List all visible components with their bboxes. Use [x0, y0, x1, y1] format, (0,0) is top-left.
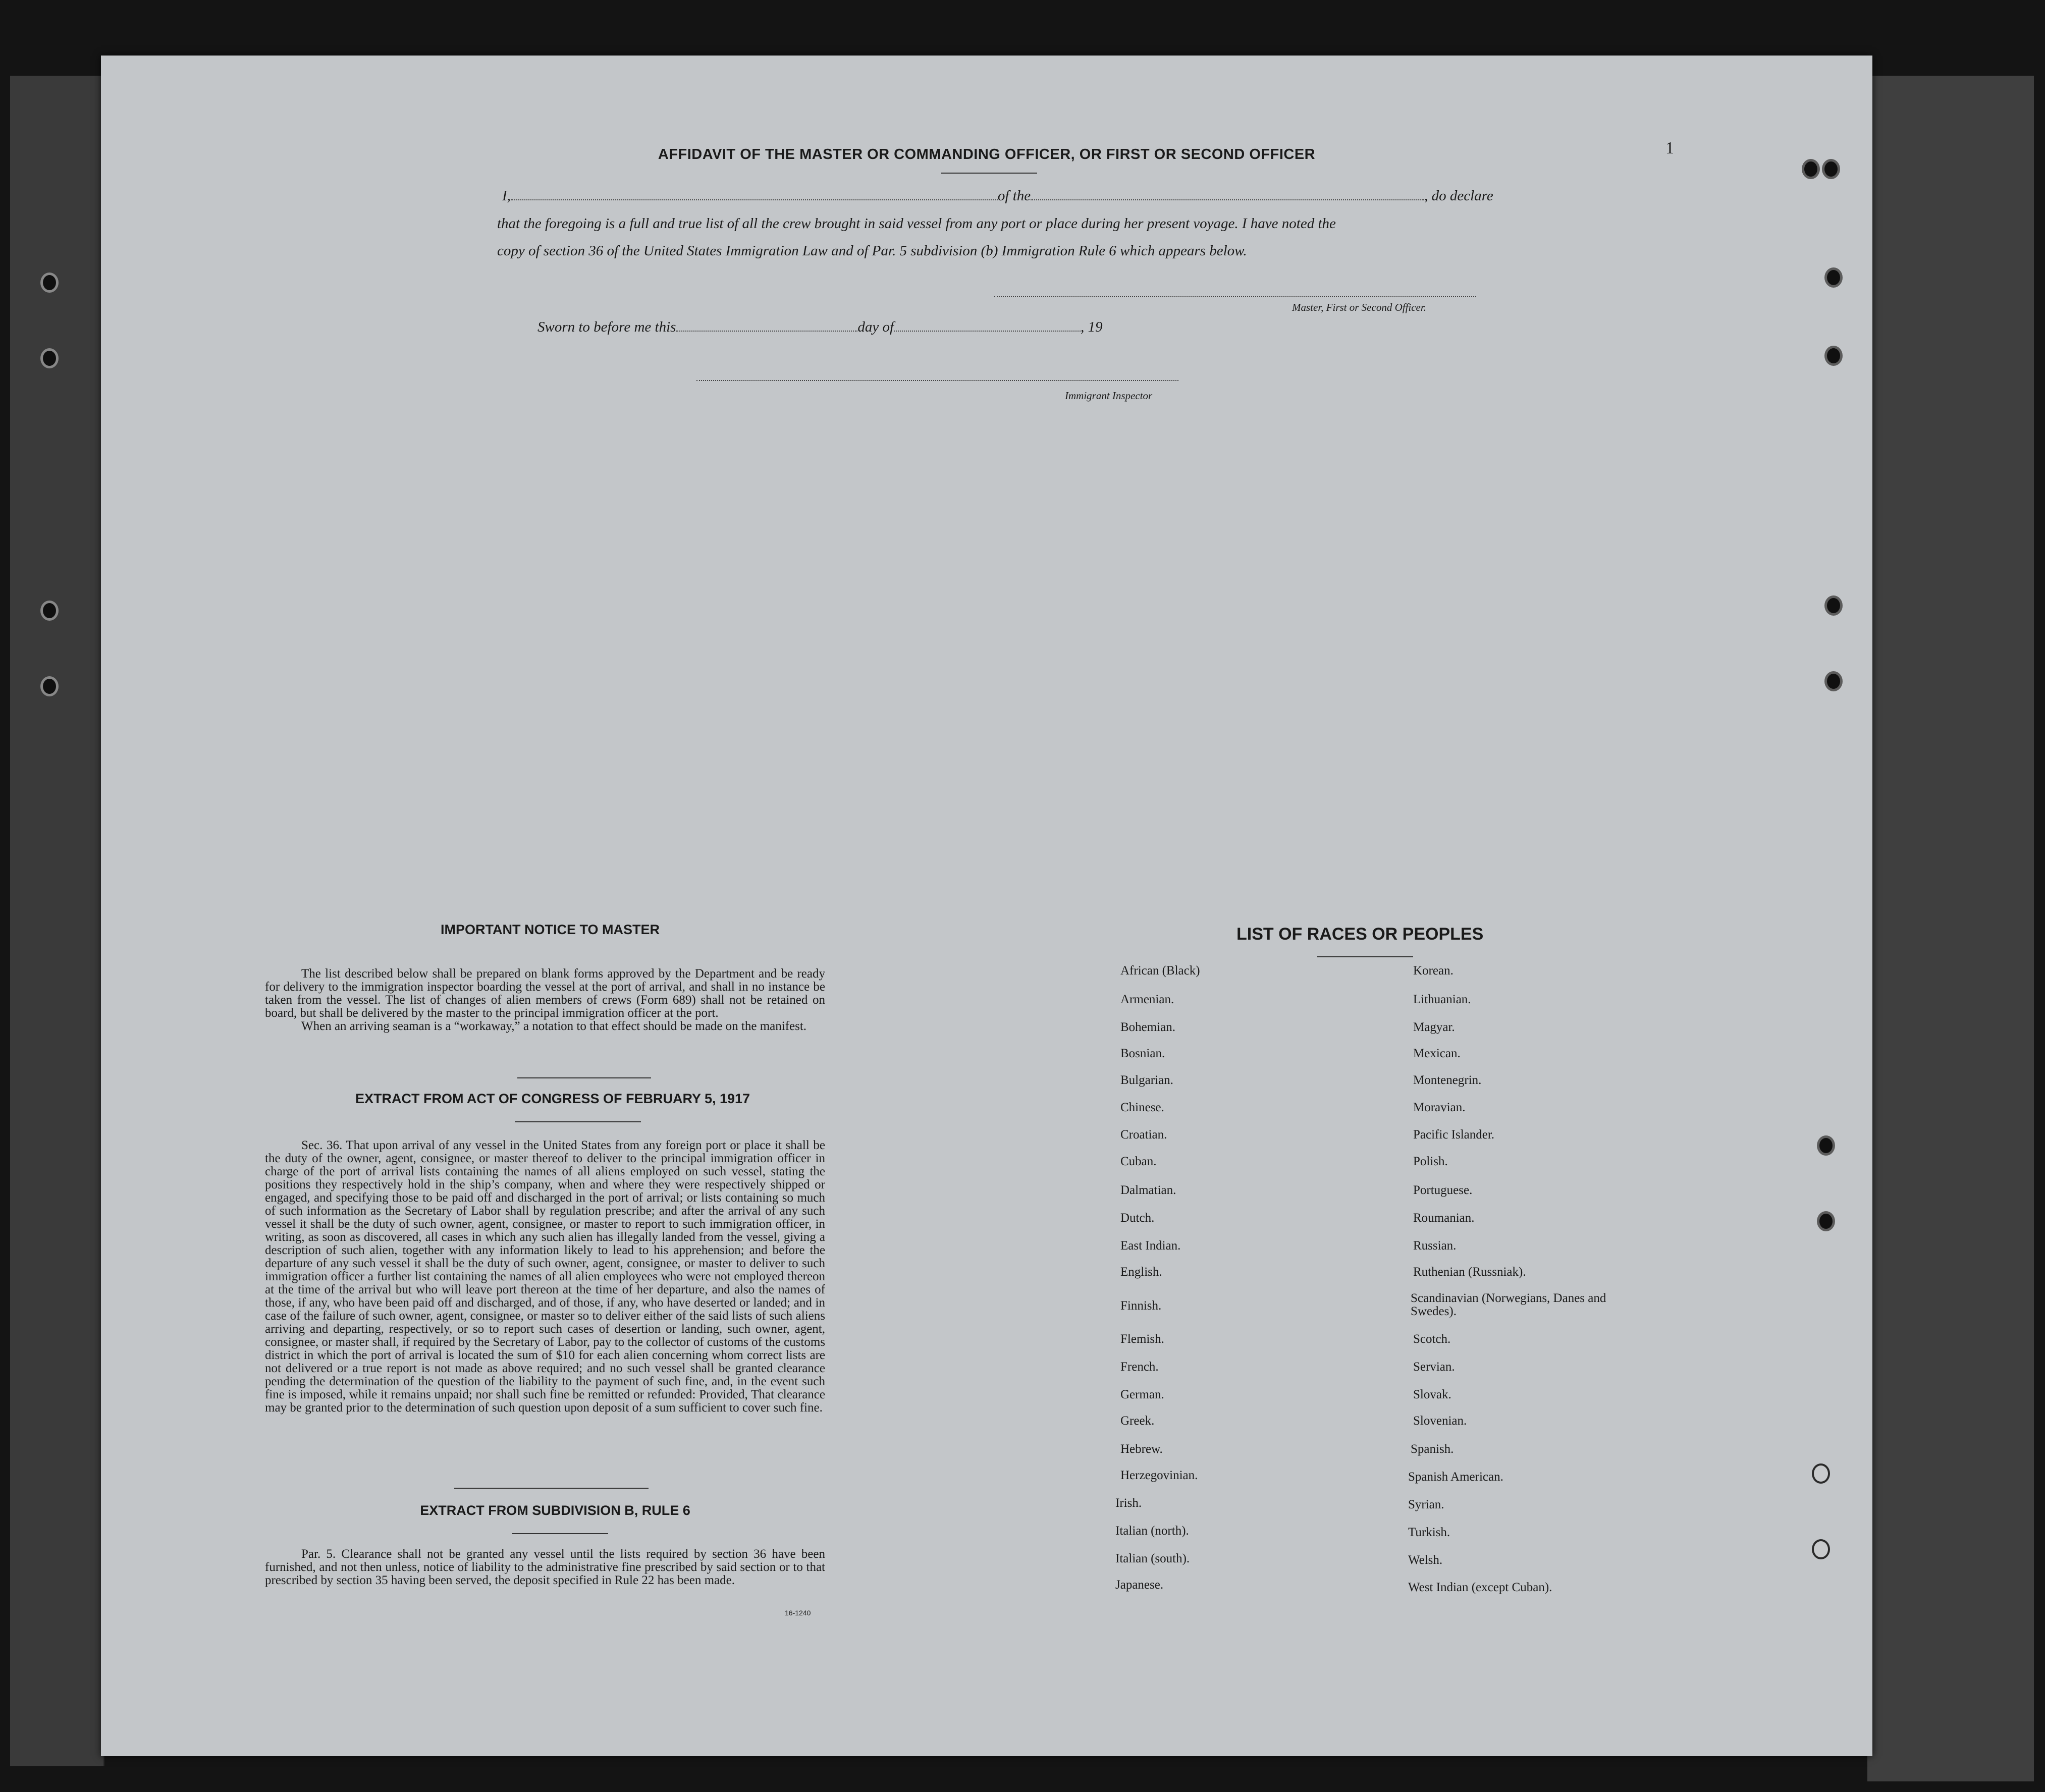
punch-hole [1817, 1211, 1835, 1231]
race-item: Finnish. [1120, 1299, 1162, 1313]
notice-title: IMPORTANT NOTICE TO MASTER [441, 922, 660, 937]
punch-hole [1824, 346, 1843, 366]
race-item: West Indian (except Cuban). [1408, 1581, 1552, 1594]
inspector-signature-line [696, 380, 1178, 381]
race-item: East Indian. [1120, 1239, 1181, 1253]
binder-backing-left [10, 76, 104, 1766]
binder-backing-right [1867, 76, 2034, 1781]
punch-hole [1824, 267, 1843, 288]
race-item: German. [1120, 1388, 1164, 1401]
punch-hole [40, 601, 59, 621]
race-item: Herzegovinian. [1120, 1469, 1198, 1482]
punch-hole [1824, 595, 1843, 616]
race-item: Polish. [1413, 1155, 1448, 1168]
extract-act-title: EXTRACT FROM ACT OF CONGRESS OF FEBRUARY 5, 1917 [355, 1091, 750, 1106]
race-item: Slovenian. [1413, 1414, 1467, 1428]
race-item: Scotch. [1413, 1332, 1451, 1346]
section-rule [454, 1488, 649, 1489]
race-item: Russian. [1413, 1239, 1457, 1253]
title-rule [941, 173, 1037, 174]
race-item: Mexican. [1413, 1047, 1461, 1060]
punch-hole [1824, 671, 1843, 691]
race-item: Flemish. [1120, 1332, 1164, 1346]
sworn-line: Sworn to before me this day of , 19 [537, 319, 1103, 335]
punch-hole [1812, 1463, 1830, 1484]
affidavit-line-3: copy of section 36 of the United States Immigration Law and of Par. 5 subdivision (b) Immigration Rule 6 which appears below. [497, 243, 1247, 259]
race-item: Korean. [1413, 964, 1454, 978]
punch-hole [40, 348, 59, 368]
rule-6-text: Par. 5. Clearance shall not be granted any vessel until the lists required by section 36 have been furnished, and not then unless, notice of liability to the administrative fine prescribed by said section or to that prescribed by section 35 having been served, the deposit specified in Rule 22 has been made. [265, 1547, 825, 1587]
affidavit-line-1: I, of the , do declare [502, 188, 1493, 204]
race-item: African (Black) [1120, 964, 1200, 978]
race-item: Servian. [1413, 1360, 1455, 1374]
section-36-text: Sec. 36. That upon arrival of any vessel in the United States from any foreign port or place it shall be the duty of the owner, agent, consignee, or master thereof to deliver to the principal immigration officer in charge of the port of arrival lists containing the names of all aliens employed on such vessel, stating the positions they respectively hold in the ship’s company, when and where they were respectively shipped or engaged, and specifying those to be paid off and discharged in the port of arrival; or lists containing so much of such information as the Secretary of Labor shall by regulation prescribe; and after the arrival of any such vessel it shall be the duty of such owner, agent, consignee, or master to report to such immigration officer, in writing, as soon as discovered, all cases in which any such alien has illegally landed from the vessel, giving a description of such alien, together with any information likely to lead to his apprehension; and before the departure of any such vessel it shall be the duty of such owner, agent, consignee, or master to deliver to such immigration officer a further list containing the names of all alien employees who were not employed thereon at the time of the arrival but who will leave port thereon at the time of her departure, and also the names of those, if any, who have been paid off and discharged, and of those, if any, who have deserted or landed; and in case of the failure of such owner, agent, consignee, or master so to deliver either of the said lists of such aliens arriving and departing, respectively, or so to report such cases of desertion or landing, such owner, agent, consignee, or master shall, if required by the Secretary of Labor, pay to the collector of customs of the customs district in which the port of arrival is located the sum of $10 for each alien concerning whom correct lists are not delivered or a true report is not made as above required; and no such vessel shall be granted clearance pending the determination of the question of the liability to the payment of such fine, and, in the event such fine is imposed, while it remains unpaid; nor shall such fine be remitted or refunded: Provided, That clearance may be granted prior to the determination of such question upon deposit of a sum sufficient to cover such fine. [265, 1138, 825, 1415]
race-item: Lithuanian. [1413, 993, 1471, 1006]
form-number: 16-1240 [785, 1609, 811, 1617]
races-title-rule [1317, 956, 1413, 957]
race-item: Ruthenian (Russniak). [1413, 1265, 1526, 1279]
races-title: LIST OF RACES OR PEOPLES [1236, 925, 1484, 944]
race-item: Montenegrin. [1413, 1073, 1482, 1087]
race-item: Pacific Islander. [1413, 1128, 1495, 1142]
race-item: Magyar. [1413, 1020, 1455, 1034]
race-item: Spanish American. [1408, 1470, 1503, 1484]
race-item: Roumanian. [1413, 1211, 1475, 1225]
master-signature-label: Master, First or Second Officer. [1292, 301, 1426, 313]
race-item: Scandinavian (Norwegians, Danes and Swedes). [1411, 1291, 1606, 1318]
section-rule [515, 1121, 641, 1122]
race-item: Turkish. [1408, 1526, 1450, 1539]
page-mark: 1 [1665, 139, 1674, 157]
race-item: Bulgarian. [1120, 1073, 1173, 1087]
section-rule [512, 1533, 608, 1534]
race-item: Cuban. [1120, 1155, 1157, 1168]
race-item: Italian (south). [1115, 1552, 1190, 1565]
punch-hole [1817, 1135, 1835, 1156]
punch-hole [40, 273, 59, 293]
race-item: Hebrew. [1120, 1442, 1163, 1456]
race-item: Japanese. [1115, 1578, 1164, 1592]
punch-hole [1812, 1539, 1830, 1559]
race-item: Croatian. [1120, 1128, 1167, 1142]
race-item: Chinese. [1120, 1101, 1164, 1114]
race-item: Greek. [1120, 1414, 1155, 1428]
race-item: Dutch. [1120, 1211, 1155, 1225]
race-item: Bosnian. [1120, 1047, 1165, 1060]
race-item: Spanish. [1411, 1442, 1454, 1456]
notice-text: The list described below shall be prepared on blank forms approved by the Department and be ready for delivery to the immigration inspector boarding the vessel at the port of arrival, and shall in no instance be taken from the vessel. The list of changes of alien members of crews (Form 689) shall not be retained on board, but shall be delivered by the master to the principal immigration officer at the port. When an arriving seaman is a “workaway,” a notation to that effect should be made on the manifest. [265, 967, 825, 1033]
race-item: English. [1120, 1265, 1162, 1279]
inspector-label: Immigrant Inspector [1065, 390, 1153, 402]
extract-rule-title: EXTRACT FROM SUBDIVISION B, RULE 6 [420, 1503, 690, 1518]
punch-hole [40, 676, 59, 696]
race-item: Moravian. [1413, 1101, 1466, 1114]
affidavit-title: AFFIDAVIT OF THE MASTER OR COMMANDING OFFICER, OR FIRST OR SECOND OFFICER [658, 146, 1316, 162]
race-item: Portuguese. [1413, 1183, 1473, 1197]
master-signature-line [994, 296, 1476, 297]
race-item: Dalmatian. [1120, 1183, 1176, 1197]
section-rule [517, 1077, 651, 1078]
manifest-page [101, 56, 1872, 1756]
affidavit-line-2: that the foregoing is a full and true list of all the crew brought in said vessel from any port or place during her present voyage. I have noted the [497, 215, 1336, 232]
race-item: Slovak. [1413, 1388, 1451, 1401]
race-item: French. [1120, 1360, 1159, 1374]
race-item: Armenian. [1120, 993, 1174, 1006]
race-item: Bohemian. [1120, 1020, 1176, 1034]
race-item: Welsh. [1408, 1553, 1443, 1567]
race-item: Irish. [1115, 1496, 1142, 1510]
race-item: Italian (north). [1115, 1524, 1189, 1538]
race-item: Syrian. [1408, 1498, 1444, 1511]
